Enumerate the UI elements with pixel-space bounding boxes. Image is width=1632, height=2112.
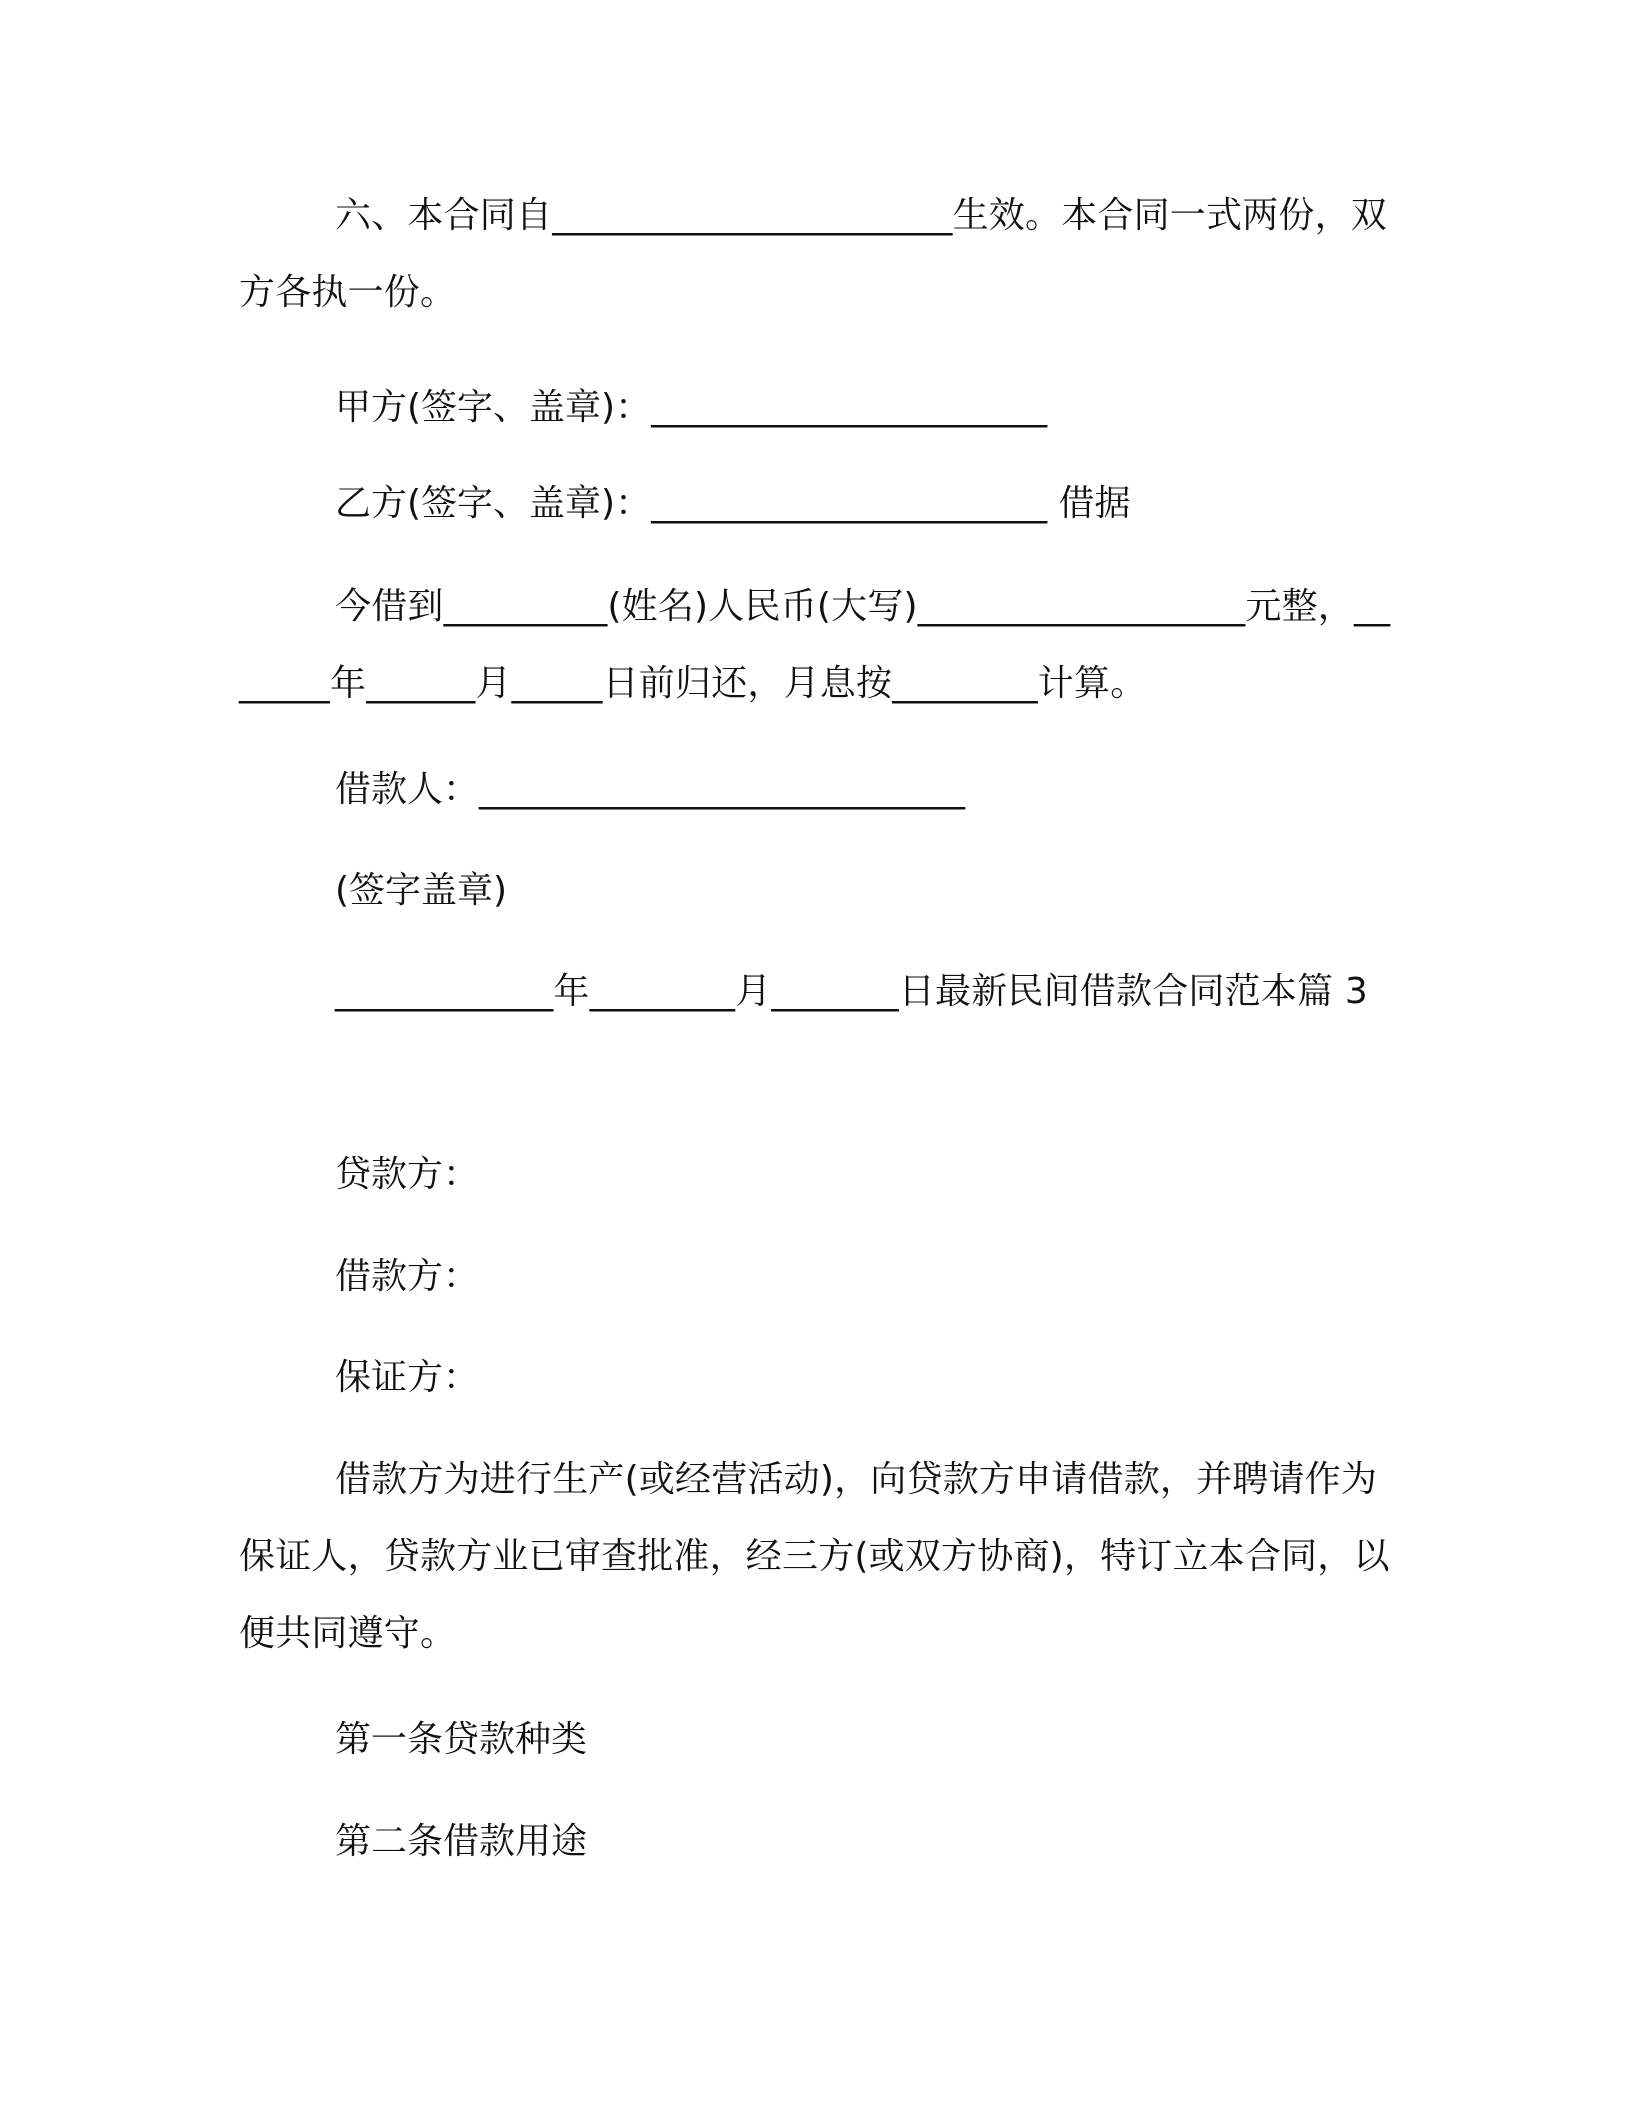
contract-intro-paragraph: 借款方为进行生产(或经营活动)，向贷款方申请借款，并聘请作为保证人，贷款方业已审查批准，经三方(或双方协商)，特订立本合同，以便共同遵守。 <box>239 1459 1390 1654</box>
lender-field: 贷款方： <box>335 1154 480 1195</box>
article-one-heading: 第一条贷款种类 <box>335 1719 588 1760</box>
article-two-heading: 第二条借款用途 <box>335 1821 588 1862</box>
guarantor-field: 保证方： <box>335 1357 480 1398</box>
party-b-signature-line: 乙方(签字、盖章)：______________________ 借据 <box>335 483 1131 524</box>
signature-seal-note: (签字盖章) <box>335 870 508 911</box>
borrower-line: 借款人：___________________________ <box>335 769 966 810</box>
iou-paragraph: 今借到_________(姓名)人民币(大写)__________________元整，_______年______月_____日前归还，月息按________计算。 <box>239 586 1391 704</box>
borrower-field: 借款方： <box>335 1256 480 1297</box>
paragraph-effective-clause: 六、本合同自______________________生效。本合同一式两份，双方各执一份。 <box>239 195 1388 313</box>
party-a-signature-line: 甲方(签字、盖章)：______________________ <box>335 387 1048 428</box>
date-and-heading-line: ____________年________月_______日最新民间借款合同范本篇 3 <box>335 971 1368 1012</box>
